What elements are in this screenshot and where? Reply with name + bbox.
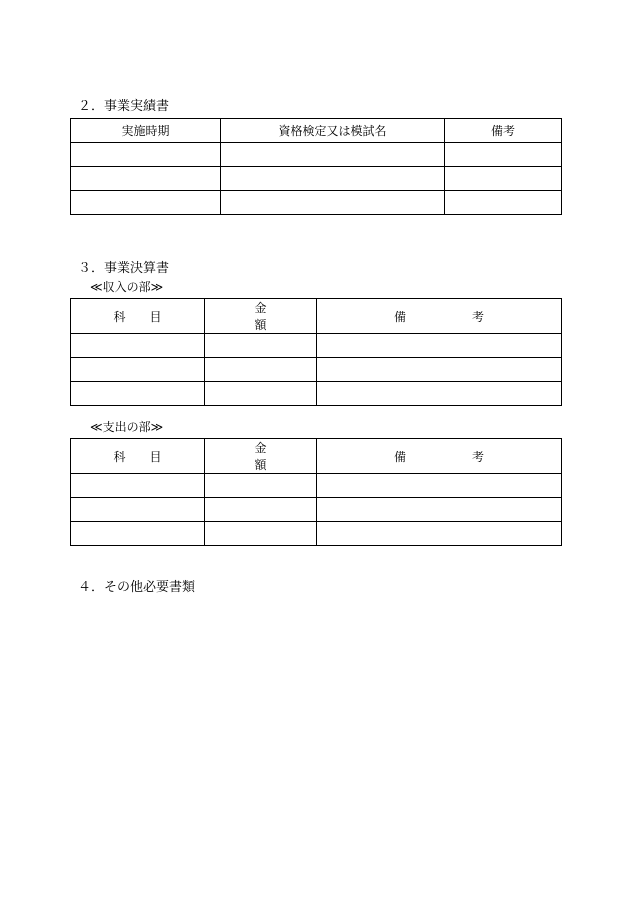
table-row [71, 358, 562, 382]
table-cell[interactable] [205, 382, 317, 406]
table-header-row [71, 119, 562, 143]
table-cell[interactable] [205, 474, 317, 498]
section4-title: ４．その他必要書類 [78, 580, 196, 595]
header-period: 実施時期 [71, 119, 221, 143]
table-cell[interactable] [445, 143, 562, 167]
header-remarks: 備考 [445, 119, 562, 143]
table-cell[interactable] [445, 191, 562, 215]
table-cell[interactable] [205, 334, 317, 358]
income-label: ≪収入の部≫ [90, 280, 164, 294]
table-cell[interactable] [71, 474, 205, 498]
table-cell[interactable] [71, 334, 205, 358]
table-cell[interactable] [221, 143, 445, 167]
table-cell[interactable] [71, 143, 221, 167]
table-row [71, 498, 562, 522]
table-header-row [71, 299, 562, 334]
expense-table [70, 438, 562, 546]
table-row [71, 191, 562, 215]
table-cell[interactable] [317, 498, 562, 522]
table-cell[interactable] [71, 358, 205, 382]
table-row [71, 143, 562, 167]
header-exam-name: 資格検定又は模試名 [221, 119, 445, 143]
table-cell[interactable] [71, 167, 221, 191]
table-cell[interactable] [205, 498, 317, 522]
table-row [71, 167, 562, 191]
performance-table [70, 118, 562, 215]
table-row [71, 382, 562, 406]
table-cell[interactable] [317, 474, 562, 498]
expense-label: ≪支出の部≫ [90, 420, 164, 434]
income-table [70, 298, 562, 406]
section3-title: ３．事業決算書 [78, 261, 170, 276]
table-cell[interactable] [71, 498, 205, 522]
table-row [71, 474, 562, 498]
table-cell[interactable] [317, 334, 562, 358]
header-amount: 金額 [205, 439, 317, 474]
table-cell[interactable] [71, 191, 221, 215]
table-cell[interactable] [317, 522, 562, 546]
table-cell[interactable] [221, 191, 445, 215]
section2-title: ２．事業実績書 [78, 99, 170, 114]
table-cell[interactable] [445, 167, 562, 191]
table-row [71, 522, 562, 546]
header-remarks: 備考 [317, 299, 562, 334]
table-header-row [71, 439, 562, 474]
table-row [71, 334, 562, 358]
table-cell[interactable] [71, 382, 205, 406]
table-cell[interactable] [221, 167, 445, 191]
table-cell[interactable] [71, 522, 205, 546]
header-remarks: 備考 [317, 439, 562, 474]
table-cell[interactable] [317, 358, 562, 382]
table-cell[interactable] [205, 358, 317, 382]
table-cell[interactable] [317, 382, 562, 406]
header-amount: 金額 [205, 299, 317, 334]
header-item: 科目 [71, 299, 205, 334]
table-cell[interactable] [205, 522, 317, 546]
header-item: 科目 [71, 439, 205, 474]
